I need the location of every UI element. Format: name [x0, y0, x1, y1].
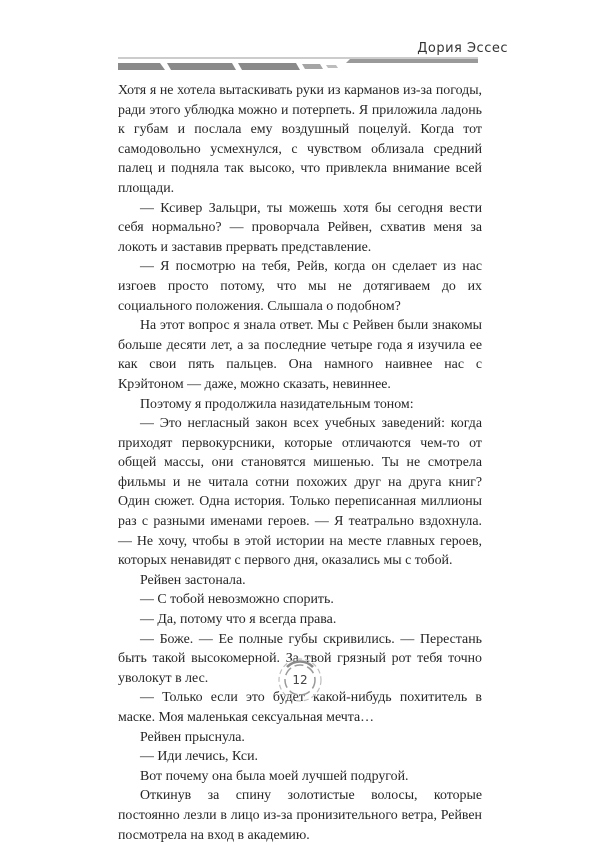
- ornament-bar-5: [326, 65, 338, 68]
- paragraph: — Ксивер Зальцри, ты можешь хотя бы сегодня вести себя нормально? — проворчала Рейвен, схватив меня за локоть и заставив прервать представление.: [118, 200, 482, 255]
- paragraph: — С тобой невозможно спорить.: [140, 592, 334, 608]
- author-name: Дория Эссес: [417, 41, 508, 56]
- header-ornament: [0, 0, 600, 80]
- ornament-bar-left: [118, 63, 165, 70]
- paragraph: Откинув за спину золотистые волосы, которые постоянно лезли в лицо из-за пронизительного ветра, Рейвен посмотрела на вход в академию.: [118, 788, 482, 843]
- ornament-bar-3: [238, 63, 300, 70]
- paragraph: Вот почему она была моей лучшей подругой.: [140, 768, 409, 784]
- page-header: [0, 0, 600, 80]
- paragraph: — Это негласный закон всех учебных заведений: когда приходят первокурсники, которые отличаются чем-то от общей массы, они становятся мишенью. Ты не смотрела фильмы и не читала сотни похожих друг на друга книг? Один сюжет. Одна история. Только переписанная миллионы раз с разными именами героев. — Я театрально вздохнула. — Не хочу, чтобы в этой истории на месте главных героев, которых ненавидят с первого дня, оказались мы с тобой.: [118, 416, 482, 569]
- paragraph: Хотя я не хотела вытаскивать руки из карманов из-за погоды, ради этого ублюдка можно и потерпеть. Я приложила ладонь к губам и послала ему воздушный поцелуй. Когда тот самодовольно усмехнулся, с чувством облизала средний палец и подняла так высоко, что привлекла внимание всей площади.: [118, 83, 482, 196]
- ornament-bar-2: [167, 63, 236, 70]
- page-body: [118, 81, 482, 845]
- page-footer: [260, 657, 340, 707]
- paragraph: Рейвен застонала.: [140, 572, 246, 588]
- paragraph: Рейвен прыснула.: [140, 729, 245, 745]
- paragraph: — Только если это будет какой-нибудь похититель в маске. Моя маленькая сексуальная мечта…: [118, 690, 482, 725]
- paragraph: — Да, потому что я всегда права.: [140, 612, 337, 628]
- paragraph: На этот вопрос я знала ответ. Мы с Рейвен были знакомы больше десяти лет, а за последние четыре года я изучила ее как свои пять пальцев. Она намного наивнее нас с Крэйтоном — даже, можно сказать, невиннее.: [118, 318, 482, 392]
- paragraph: — Иди лечись, Кси.: [140, 749, 258, 765]
- page-number: 12: [292, 673, 308, 687]
- paragraph: — Боже. — Ее полные губы скривились. — Перестань быть такой высокомерной. За твой грязный рот тебя точно уволокут в лес.: [118, 631, 482, 686]
- paragraph: — Я посмотрю на тебя, Рейв, когда он сделает из нас изгоев просто потому, что мы не дотягиваем до их социального положения. Слышала о подобном?: [118, 259, 482, 314]
- paragraph: Поэтому я продолжила назидательным тоном:: [140, 396, 414, 412]
- ornament-bar-right: [346, 59, 478, 63]
- ornament-bar-4: [302, 64, 323, 69]
